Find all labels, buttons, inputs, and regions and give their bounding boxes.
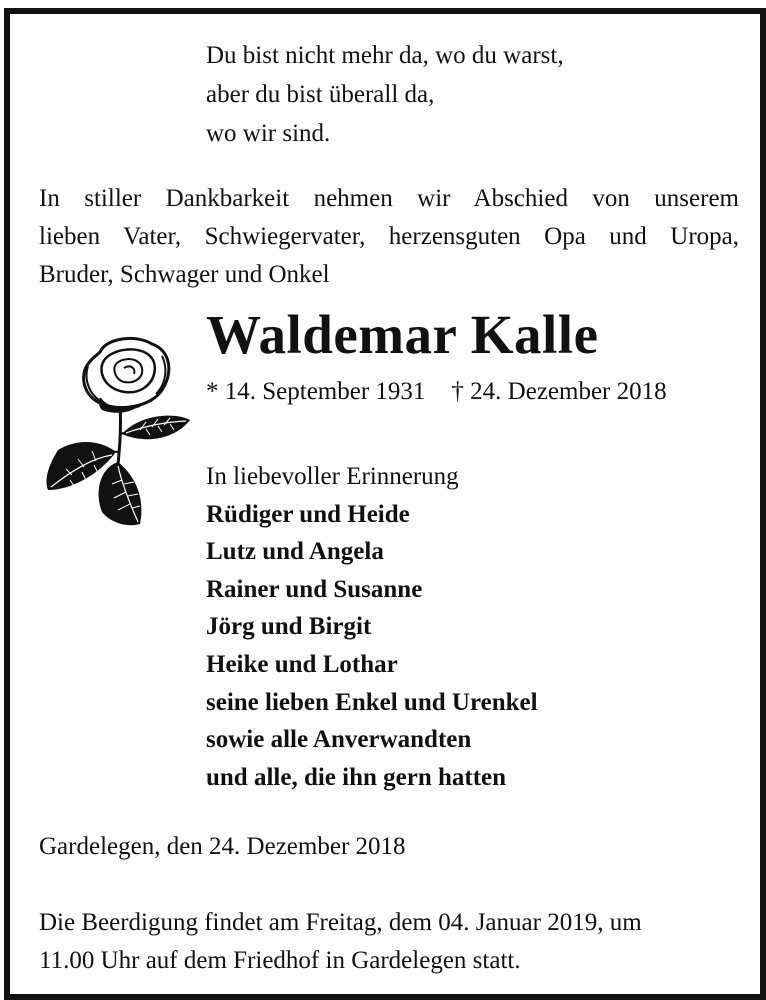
- poem-line: aber du bist überall da,: [206, 81, 435, 108]
- poem: [206, 36, 726, 153]
- family-member: Heike und Lothar: [206, 650, 398, 678]
- family-member: sowie alle Anverwandten: [206, 726, 472, 754]
- funeral-info: [39, 904, 739, 980]
- family-member: Rüdiger und Heide: [206, 500, 410, 528]
- intro-line: In stiller Dankbarkeit nehmen wir Abschied von unserem: [39, 185, 739, 212]
- intro-line: Bruder, Schwager und Onkel: [39, 261, 330, 288]
- rose-icon: [40, 334, 200, 530]
- funeral-line: 11.00 Uhr auf dem Friedhof in Gardelegen statt.: [39, 947, 521, 974]
- intro-line: lieben Vater, Schwiegervater, herzensguten Opa und Uropa,: [39, 223, 739, 250]
- funeral-line: Die Beerdigung findet am Freitag, dem 04. Januar 2019, um: [39, 909, 642, 936]
- family-member: Rainer und Susanne: [206, 575, 423, 603]
- family-member: und alle, die ihn gern hatten: [206, 763, 507, 791]
- family-member: seine lieben Enkel und Urenkel: [206, 688, 538, 716]
- family-list: [206, 458, 746, 796]
- life-dates: [206, 374, 746, 410]
- place-and-date: Gardelegen, den 24. Dezember 2018: [39, 833, 406, 860]
- poem-line: Du bist nicht mehr da, wo du warst,: [206, 42, 564, 69]
- family-heading: In liebevoller Erinnerung: [206, 463, 459, 490]
- family-member: Lutz und Angela: [206, 538, 384, 566]
- obituary-notice: [4, 8, 766, 1000]
- deceased-name: Waldemar Kalle: [206, 304, 599, 365]
- poem-line: wo wir sind.: [206, 120, 331, 147]
- intro-text: [39, 180, 739, 294]
- birth-date: * 14. September 1931: [206, 378, 426, 405]
- death-date: † 24. Dezember 2018: [451, 378, 667, 405]
- family-member: Jörg und Birgit: [206, 613, 372, 641]
